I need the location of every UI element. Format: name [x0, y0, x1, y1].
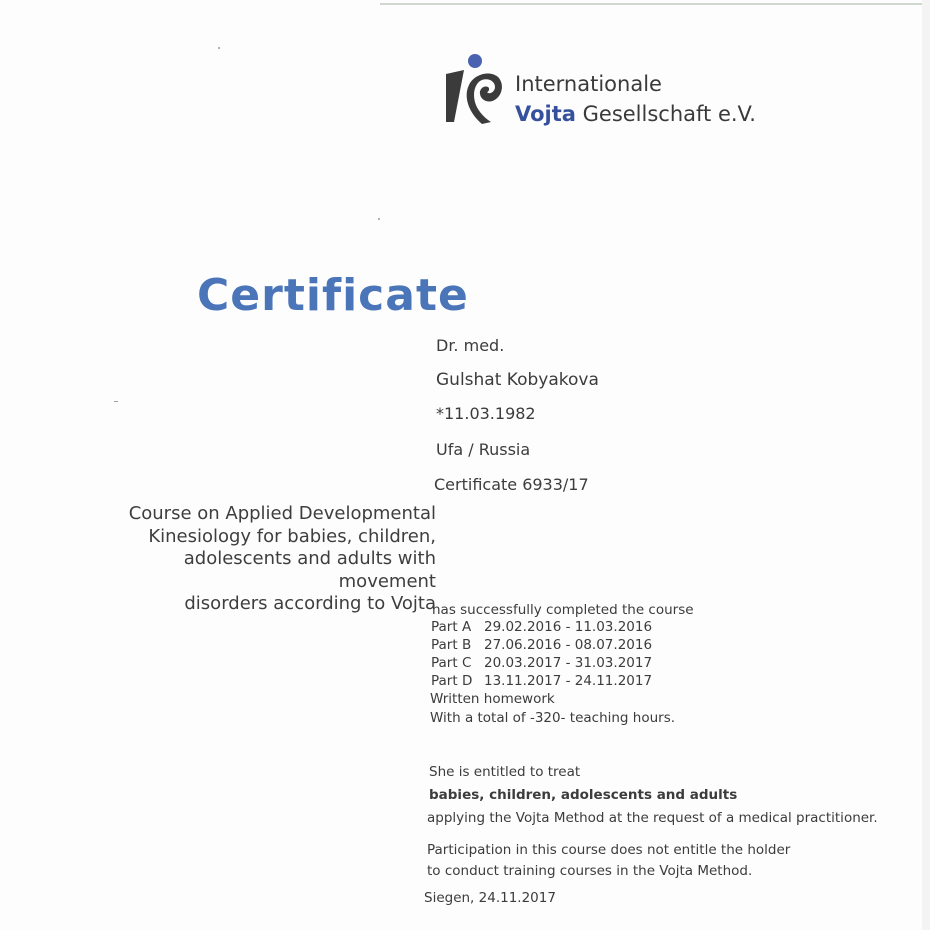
course-title-line: adolescents and adults with movement [183, 548, 436, 592]
homework-text: Written homework [430, 691, 555, 707]
scan-speck [378, 218, 380, 220]
entitlement-line: applying the Vojta Method at the request of a medical practitioner. [427, 810, 878, 826]
course-title [90, 503, 436, 616]
part-label: Part C [431, 655, 472, 671]
scan-edge-line [380, 3, 930, 5]
certificate-title: Certificate [197, 270, 469, 321]
organization-name-line1: Internationale [515, 72, 662, 96]
course-part-row [431, 619, 652, 635]
part-label: Part A [431, 619, 472, 635]
course-title-line: Course on Applied Developmental [128, 503, 436, 524]
page-edge [922, 0, 930, 930]
part-dates: 20.03.2017 - 31.03.2017 [484, 655, 653, 671]
entitlement-line: She is entitled to treat [429, 764, 581, 780]
part-dates: 13.11.2017 - 24.11.2017 [484, 673, 653, 689]
disclaimer-line: to conduct training courses in the Vojta Method. [427, 863, 753, 879]
scan-speck [114, 401, 118, 402]
disclaimer-line: Participation in this course does not entitle the holder [427, 842, 791, 858]
part-label: Part B [431, 637, 472, 653]
certificate-number: Certificate 6933/17 [434, 475, 589, 494]
part-dates: 29.02.2016 - 11.03.2016 [484, 619, 653, 635]
place-date: Siegen, 24.11.2017 [424, 890, 556, 906]
course-part-row [431, 673, 652, 689]
holder-birth: *11.03.1982 [436, 404, 536, 423]
course-part-row [431, 655, 652, 671]
completion-text: has successfully completed the course [432, 602, 694, 618]
holder-prefix: Dr. med. [436, 336, 505, 355]
entitlement-patients: babies, children, adolescents and adults [429, 787, 738, 803]
scan-speck [218, 47, 220, 49]
organization-name-rest: Gesellschaft e.V. [575, 102, 756, 126]
total-hours-text: With a total of -320- teaching hours. [430, 710, 676, 726]
holder-location: Ufa / Russia [436, 440, 531, 459]
holder-name: Gulshat Kobyakova [436, 370, 599, 390]
organization-name-line2 [515, 102, 756, 126]
part-dates: 27.06.2016 - 08.07.2016 [484, 637, 653, 653]
course-title-line: disorders according to Vojta [184, 593, 436, 614]
organization-name-bold: Vojta [515, 102, 576, 126]
part-label: Part D [431, 673, 473, 689]
course-part-row [431, 637, 652, 653]
ivg-logo-icon [442, 52, 504, 124]
course-title-line: Kinesiology for babies, children, [148, 525, 436, 547]
